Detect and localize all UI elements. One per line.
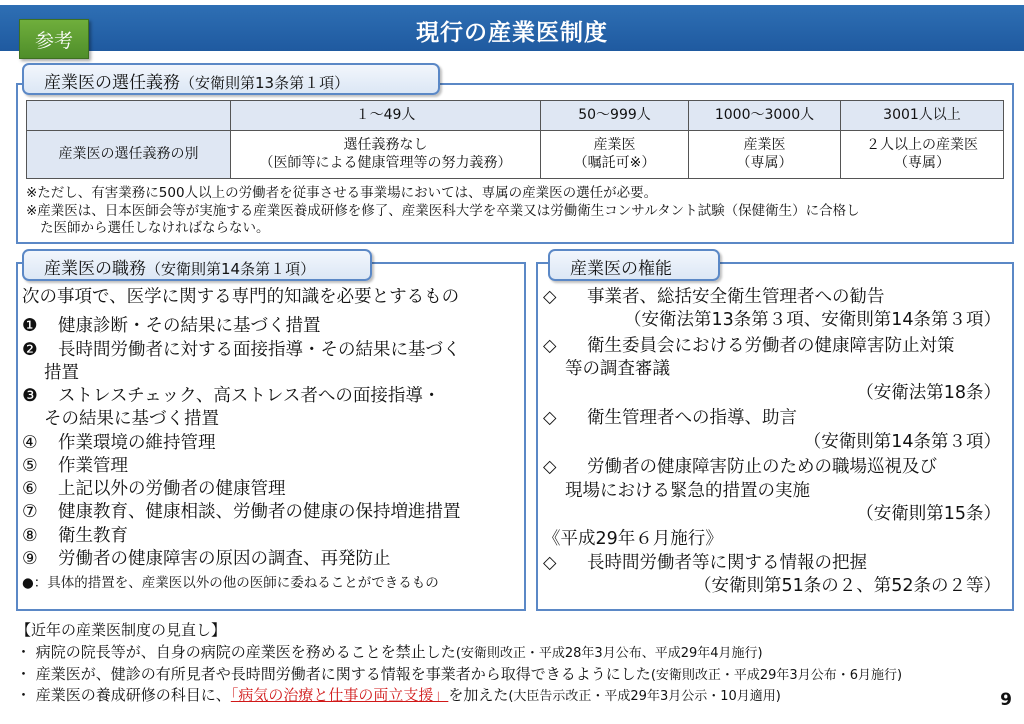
review-text: を加えた xyxy=(448,686,509,705)
list-item xyxy=(543,335,1001,358)
item-text: 作業管理 xyxy=(58,455,128,476)
review-item xyxy=(16,685,1006,707)
item-mark: ❶ xyxy=(22,316,38,337)
duties-tab xyxy=(22,249,372,281)
duties-footnote: ●：具体的措置を、産業医以外の他の医師に委ねることができるもの xyxy=(22,575,439,592)
item-mark: ④ xyxy=(22,432,38,453)
selection-table xyxy=(26,100,1004,179)
item-text-continued: 措置 xyxy=(44,362,79,383)
review-text: 病院の院長等が、自身の病院の産業医を務めることを禁止した xyxy=(35,642,456,661)
table-cell xyxy=(231,131,541,179)
note-line: ※ただし、有害業務に500人以上の労働者を従事させる事業場においては、専属の産業医の選任が必要。 xyxy=(26,185,658,201)
review-item xyxy=(16,664,1006,686)
list-item xyxy=(22,432,522,455)
list-item xyxy=(543,286,1001,309)
item-text: 衛生管理者への指導、助言 xyxy=(587,408,797,429)
duties-tab-ref: （安衛則第14条第１項） xyxy=(146,260,316,278)
item-text: 上記以外の労働者の健康管理 xyxy=(58,479,286,500)
list-item xyxy=(543,552,1001,575)
item-mark: ⑤ xyxy=(22,455,38,476)
cell-line: （専属） xyxy=(894,154,950,171)
bullet: ・ xyxy=(16,664,32,683)
item-reference: （安衛法第13条第３項、安衛則第14条第３項） xyxy=(623,310,1001,331)
item-text: ストレスチェック、高ストレス者への面接指導・ xyxy=(58,386,441,407)
duties-list xyxy=(22,286,522,593)
item-text: 長時間労働者等に関する情報の把握 xyxy=(587,552,867,573)
list-item xyxy=(22,548,522,571)
bullet: ・ xyxy=(16,642,32,661)
list-item xyxy=(22,478,522,501)
authority-tab xyxy=(548,249,720,281)
item-mark: ⑦ xyxy=(22,502,38,523)
table-corner-cell xyxy=(27,101,231,131)
item-reference: （安衛則第51条の２、第52条の２等） xyxy=(693,576,1001,597)
item-text-continued: 等の調査審議 xyxy=(565,359,670,380)
diamond-icon: ◇ xyxy=(543,287,557,307)
list-item xyxy=(543,456,1001,479)
table-cell xyxy=(689,131,841,179)
review-text: 産業医の養成研修の科目に、 xyxy=(35,686,231,705)
selection-table-header-row xyxy=(27,101,1004,131)
diamond-icon: ◇ xyxy=(543,457,557,478)
reference-badge: 参考 xyxy=(19,19,89,59)
list-item xyxy=(22,339,522,362)
item-mark: ❷ xyxy=(22,339,38,360)
recent-review xyxy=(16,620,1006,707)
cell-line: 産業医 xyxy=(593,137,636,153)
review-detail: (大臣告示改正・平成29年3月公示・10月適用) xyxy=(508,689,781,705)
list-item xyxy=(22,385,522,408)
column-header: 3001人以上 xyxy=(841,101,1004,131)
authority-tab-title: 産業医の権能 xyxy=(570,259,672,279)
item-text: 労働者の健康障害防止のための職場巡視及び xyxy=(587,457,937,478)
item-reference: （安衛法第18条） xyxy=(856,382,1001,403)
list-item xyxy=(22,525,522,548)
cell-line: 選任義務なし xyxy=(343,137,428,153)
review-text: 産業医が、健診の有所見者や長時間労働者に関する情報を事業者から取得できるようにした xyxy=(35,664,651,683)
list-item xyxy=(22,455,522,478)
diamond-icon: ◇ xyxy=(543,552,557,573)
page-number: 9 xyxy=(1000,690,1012,710)
table-cell xyxy=(541,131,689,179)
selection-tab-title: 産業医の選任義務 xyxy=(44,73,180,93)
authority-list xyxy=(543,286,1001,599)
cell-line: （医師等による健康管理等の努力義務） xyxy=(259,154,512,171)
item-text: 健康診断・その結果に基づく措置 xyxy=(58,316,321,337)
highlight-text: 「病気の治療と仕事の両立支援」 xyxy=(230,686,449,705)
title-bar xyxy=(0,5,1024,51)
cell-line: 産業医 xyxy=(743,137,786,153)
item-text: 作業環境の維持管理 xyxy=(58,432,216,453)
bullet: ・ xyxy=(16,686,32,705)
list-item xyxy=(543,407,1001,430)
column-header: 50～999人 xyxy=(541,101,689,131)
selection-notes xyxy=(26,185,1006,238)
review-heading: 【近年の産業医制度の見直し】 xyxy=(16,621,227,639)
item-mark: ⑨ xyxy=(22,548,38,569)
item-text: 事業者、総括安全衛生管理者への勧告 xyxy=(587,287,885,307)
review-detail: (安衛則改正・平成28年3月公布、平成29年4月施行) xyxy=(455,645,763,661)
column-header: １～49人 xyxy=(231,101,541,131)
item-text: 衛生教育 xyxy=(58,525,128,546)
review-item xyxy=(16,642,1006,664)
list-item xyxy=(22,501,522,524)
note-line: ※産業医は、日本医師会等が実施する産業医養成研修を修了、産業医科大学を卒業又は労働衛生コンサルタント試験（保健衛生）に合格し xyxy=(26,202,860,219)
item-reference: （安衛則第14条第３項） xyxy=(803,431,1001,452)
duties-intro: 次の事項で、医学に関する専門的知識を必要とするもの xyxy=(22,287,460,307)
item-text: 労働者の健康障害の原因の調査、再発防止 xyxy=(58,548,391,569)
item-mark: ⑧ xyxy=(22,525,38,546)
item-mark: ⑥ xyxy=(22,479,38,500)
item-text-continued: 現場における緊急的措置の実施 xyxy=(565,480,810,501)
cell-line: （嘱託可※） xyxy=(573,154,656,171)
diamond-icon: ◇ xyxy=(543,408,557,429)
item-text: 長時間労働者に対する面接指導・その結果に基づく xyxy=(58,339,461,360)
h29-heading: 《平成29年６月施行》 xyxy=(543,529,723,550)
item-text: 健康教育、健康相談、労働者の健康の保持増進措置 xyxy=(58,502,461,523)
selection-tab-ref: （安衛則第13条第１項） xyxy=(180,74,350,92)
diamond-icon: ◇ xyxy=(543,335,557,356)
table-cell xyxy=(841,131,1004,179)
selection-tab xyxy=(22,63,440,95)
review-detail: (安衛則改正・平成29年3月公布・6月施行) xyxy=(650,667,903,683)
item-text: 衛生委員会における労働者の健康障害防止対策 xyxy=(587,335,955,356)
row-header: 産業医の選任義務の別 xyxy=(27,131,231,179)
page-title: 現行の産業医制度 xyxy=(416,20,608,46)
cell-line: （専属） xyxy=(736,154,793,171)
item-reference: （安衛則第15条） xyxy=(856,503,1001,524)
cell-line: ２人以上の産業医 xyxy=(866,137,978,153)
item-mark: ❸ xyxy=(22,386,38,407)
note-line: た医師から選任しなければならない。 xyxy=(40,220,270,237)
selection-table-row xyxy=(27,131,1004,179)
list-item xyxy=(22,315,522,338)
column-header: 1000～3000人 xyxy=(689,101,841,131)
item-text-continued: その結果に基づく措置 xyxy=(44,409,219,430)
duties-tab-title: 産業医の職務 xyxy=(44,259,146,279)
